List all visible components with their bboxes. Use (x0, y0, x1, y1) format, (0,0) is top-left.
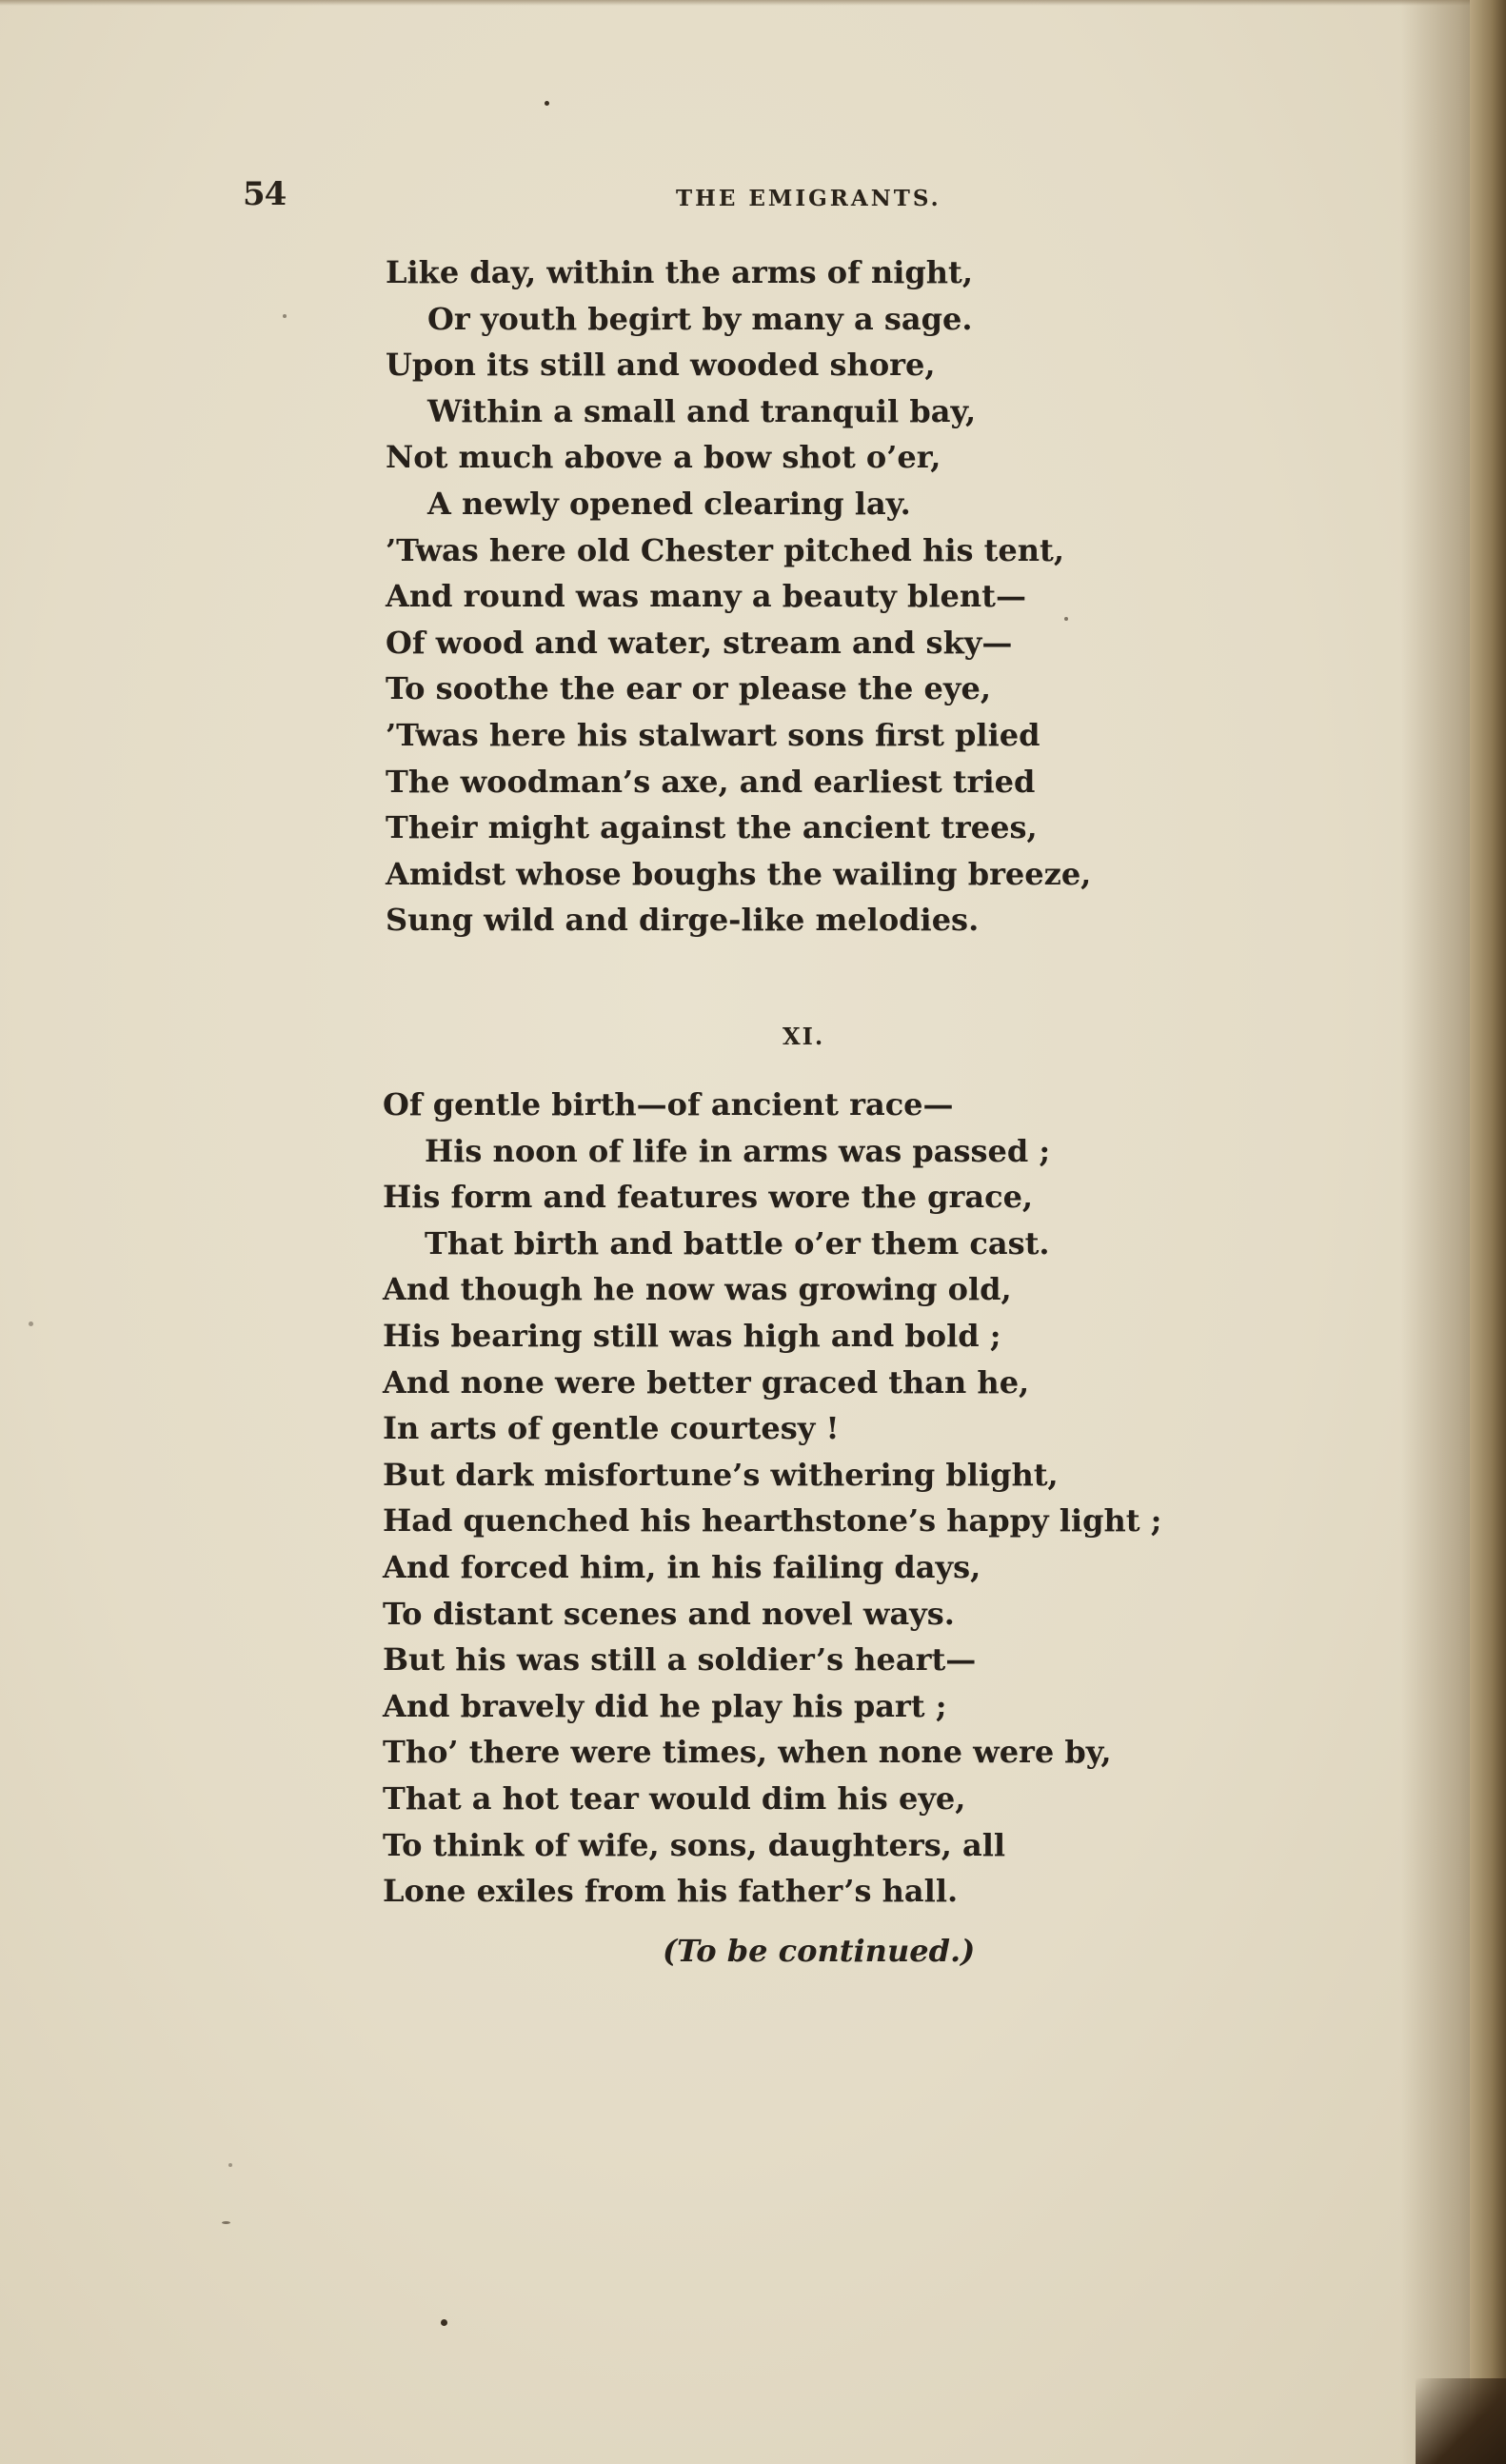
poem-line: His form and features wore the grace, (383, 1179, 1034, 1216)
poem-line: But his was still a soldier’s heart— (383, 1641, 977, 1679)
poem-line: That a hot tear would dim his eye, (383, 1779, 966, 1817)
poem-line: That birth and battle o’er them cast. (425, 1224, 1050, 1262)
poem-line: But dark misfortune’s withering blight, (383, 1456, 1059, 1493)
reverse-side-show-through (1066, 257, 1447, 486)
poem-line: Had quenched his hearthstone’s happy light ; (383, 1502, 1162, 1540)
poem-line: Lone exiles from his father’s hall. (383, 1873, 959, 1910)
poem-line: Within a small and tranquil bay, (427, 392, 977, 429)
poem-line: And though he now was growing old, (383, 1271, 1012, 1308)
binding-edge (1470, 0, 1506, 2464)
poem-line: In arts of gentle courtesy ! (383, 1410, 840, 1447)
poem-line: A newly opened clearing lay. (427, 485, 911, 522)
poem-line: And forced him, in his failing days, (383, 1548, 981, 1585)
poem-line: And bravely did he play his part ; (383, 1687, 947, 1724)
page-number: 54 (243, 175, 287, 213)
poem-line: Or youth begirt by many a sage. (427, 300, 973, 337)
poem-line: To think of wife, sons, daughters, all (383, 1826, 1006, 1863)
poem-line: ’Twas here his stalwart sons first plied (386, 716, 1040, 753)
poem-line: Amidst whose boughs the wailing breeze, (386, 855, 1092, 892)
poem-line: ’Twas here old Chester pitched his tent, (386, 531, 1064, 568)
poem-line: Like day, within the arms of night, (386, 254, 973, 290)
poem-line: His bearing still was high and bold ; (383, 1317, 1001, 1354)
poem-line: Sung wild and dirge-like melodies. (386, 902, 980, 939)
poem-line: The woodman’s axe, and earliest tried (386, 763, 1036, 800)
poem-line: To distant scenes and novel ways. (383, 1595, 955, 1632)
poem-stanza-10 (386, 249, 1091, 944)
poem-line: Not much above a bow shot o’er, (386, 439, 941, 476)
poem-line: And round was many a beauty blent— (386, 578, 1026, 615)
poem-line: Of gentle birth—of ancient race— (383, 1086, 954, 1123)
poem-stanza-11 (383, 1082, 1161, 1915)
stanza-numeral: XI. (783, 1023, 825, 1050)
poem-line: And none were better graced than he, (383, 1363, 1030, 1401)
page-corner-shadow (1416, 2378, 1506, 2464)
poem-line: Of wood and water, stream and sky— (386, 624, 1013, 661)
poem-line: Upon its still and wooded shore, (386, 347, 936, 384)
poem-line: Their might against the ancient trees, (386, 809, 1038, 846)
poem-line: Tho’ there were times, when none were by, (383, 1734, 1112, 1771)
running-title: THE EMIGRANTS. (676, 186, 941, 211)
to-be-continued-note: (To be continued.) (663, 1933, 976, 1969)
poem-line: His noon of life in arms was passed ; (425, 1132, 1051, 1169)
poem-line: To soothe the ear or please the eye, (386, 670, 991, 707)
page-top-edge (0, 0, 1506, 6)
